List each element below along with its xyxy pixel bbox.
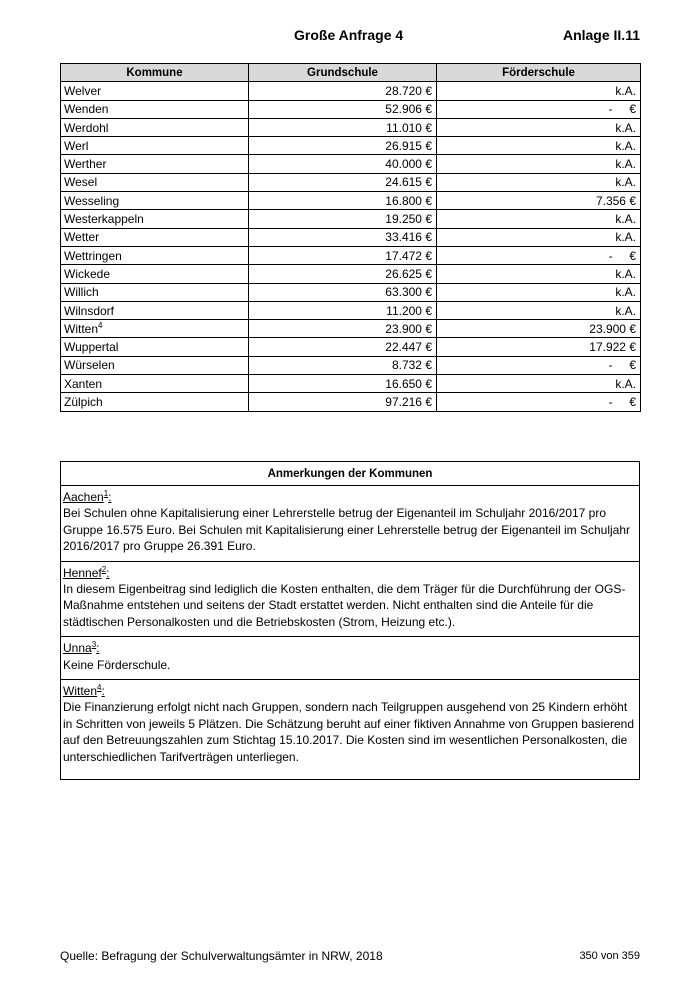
- foerderschule-cell: 17.922 €: [437, 338, 641, 356]
- table-row: [61, 173, 641, 191]
- kommune-cell: [61, 320, 249, 338]
- annex-label: Anlage II.11: [562, 27, 640, 43]
- table-row: [61, 356, 641, 374]
- grundschule-cell: 97.216 €: [249, 393, 437, 411]
- kommune-cell: [61, 283, 249, 301]
- page-number: 350 von 359: [579, 950, 640, 962]
- kommune-name: Welver: [64, 83, 102, 98]
- document-title: Große Anfrage 4: [294, 27, 404, 43]
- foerderschule-cell: k.A.: [437, 137, 641, 155]
- foerderschule-cell: k.A.: [437, 228, 641, 246]
- grundschule-cell: 19.250 €: [249, 210, 437, 228]
- note-text: Die Finanzierung erfolgt nicht nach Gruppen, sondern nach Teilgruppen ausgehend von 25 Kindern erhöht in Schritten von jeweils 5 Plätzen. Die Schätzung beruht auf einer fiktiven Annahme von Gruppen basierend auf den Betreuungszahlen zum Stichtag 15.10.2017. Die Kosten sind im wesentlichen Personalkosten, die unterschiedlichen Tarifverträgen unterliegen.: [63, 700, 635, 764]
- kommune-cell: [61, 338, 249, 356]
- foerderschule-cell: k.A.: [437, 82, 641, 100]
- foerderschule-cell: - €: [437, 356, 641, 374]
- table-row: [61, 320, 641, 338]
- table-row: [61, 210, 641, 228]
- kommune-name: Wesel: [64, 175, 98, 190]
- table-row: [61, 155, 641, 173]
- note-text: Bei Schulen ohne Kapitalisierung einer Lehrerstelle betrug der Eigenanteil im Schuljahr 2016/2017 pro Gruppe 16.575 Euro. Bei Schulen mit Kapitalisierung einer Lehrerstelle betrug der Eigenanteil im Schuljahr 2016/2017 pro Gruppe 26.391 Euro.: [63, 506, 630, 554]
- grundschule-cell: 24.615 €: [249, 173, 437, 191]
- foerderschule-cell: k.A.: [437, 155, 641, 173]
- table-row: [61, 118, 641, 136]
- table-row: [61, 82, 641, 100]
- foerderschule-cell: k.A.: [437, 118, 641, 136]
- kommune-cell: [61, 393, 249, 411]
- column-header-kommune: Kommune: [61, 64, 249, 82]
- grundschule-cell: 16.650 €: [249, 375, 437, 393]
- table-row: [61, 137, 641, 155]
- kommune-name: Wettringen: [64, 248, 122, 263]
- kommune-cell: [61, 265, 249, 283]
- kommune-name: Xanten: [64, 376, 103, 391]
- footnote-marker: 2: [101, 564, 107, 574]
- table-row: [61, 192, 641, 210]
- kommune-name: Würselen: [64, 358, 115, 373]
- note-colon: :: [101, 684, 105, 699]
- grundschule-cell: 11.200 €: [249, 301, 437, 319]
- kommune-name: Wickede: [64, 266, 111, 281]
- kommune-name: Werl: [64, 138, 89, 153]
- foerderschule-cell: k.A.: [437, 283, 641, 301]
- grundschule-cell: 40.000 €: [249, 155, 437, 173]
- table-row: [61, 338, 641, 356]
- table-row: [61, 100, 641, 118]
- foerderschule-cell: k.A.: [437, 173, 641, 191]
- kommune-name: Zülpich: [64, 394, 103, 409]
- foerderschule-cell: k.A.: [437, 265, 641, 283]
- kommune-cell: [61, 356, 249, 374]
- kommune-cell: [61, 137, 249, 155]
- grundschule-cell: 33.416 €: [249, 228, 437, 246]
- foerderschule-cell: 23.900 €: [437, 320, 641, 338]
- kommune-cell: [61, 155, 249, 173]
- note-heading: [63, 640, 637, 656]
- footnote-marker: 4: [98, 320, 103, 330]
- footnote-marker: 4: [97, 683, 102, 693]
- kommune-name: Wesseling: [64, 193, 120, 208]
- grundschule-cell: 22.447 €: [249, 338, 437, 356]
- kommune-name: Wuppertal: [64, 340, 119, 355]
- kommune-name: Werdohl: [64, 120, 109, 135]
- note-entry: [61, 637, 639, 680]
- grundschule-cell: 26.625 €: [249, 265, 437, 283]
- note-colon: :: [108, 490, 112, 504]
- foerderschule-cell: - €: [437, 100, 641, 118]
- kommune-name: Wenden: [64, 102, 109, 117]
- foerderschule-cell: k.A.: [437, 301, 641, 319]
- kommune-name: Willich: [64, 285, 99, 300]
- kommune-cell: [61, 210, 249, 228]
- note-text: Keine Förderschule.: [63, 657, 171, 672]
- foerderschule-cell: k.A.: [437, 210, 641, 228]
- table-row: [61, 301, 641, 319]
- table-row: [61, 228, 641, 246]
- grundschule-cell: 16.800 €: [249, 192, 437, 210]
- note-title: Aachen: [63, 490, 104, 504]
- column-header-grundschule: Grundschule: [249, 64, 437, 82]
- grundschule-cell: 8.732 €: [249, 356, 437, 374]
- foerderschule-cell: k.A.: [437, 375, 641, 393]
- foerderschule-cell: 7.356 €: [437, 192, 641, 210]
- kommune-cell: [61, 118, 249, 136]
- note-entry: [61, 562, 639, 638]
- notes-heading: Anmerkungen der Kommunen: [61, 462, 639, 486]
- note-heading: [63, 565, 637, 581]
- kommune-cell: [61, 82, 249, 100]
- kommune-name: Wetter: [64, 230, 100, 245]
- note-entry: [61, 680, 639, 779]
- note-title: Witten: [63, 684, 98, 699]
- kommune-cell: [61, 375, 249, 393]
- notes-box: [60, 461, 640, 780]
- grundschule-cell: 26.915 €: [249, 137, 437, 155]
- table-header-row: [61, 64, 641, 82]
- kommune-cell: [61, 192, 249, 210]
- column-header-foerderschule: Förderschule: [437, 64, 641, 82]
- grundschule-cell: 17.472 €: [249, 246, 437, 264]
- kommune-cell: [61, 246, 249, 264]
- foerderschule-cell: - €: [437, 246, 641, 264]
- kommune-name: Wilnsdorf: [64, 303, 115, 318]
- note-colon: :: [106, 565, 110, 580]
- note-heading: [63, 683, 637, 699]
- table-row: [61, 393, 641, 411]
- grundschule-cell: 63.300 €: [249, 283, 437, 301]
- table-row: [61, 283, 641, 301]
- kommune-cell: [61, 228, 249, 246]
- kommune-cell: [61, 173, 249, 191]
- grundschule-cell: 23.900 €: [249, 320, 437, 338]
- table-row: [61, 246, 641, 264]
- table-row: [61, 375, 641, 393]
- foerderschule-cell: - €: [437, 393, 641, 411]
- grundschule-cell: 28.720 €: [249, 82, 437, 100]
- note-title: Unna: [63, 641, 92, 656]
- note-text: In diesem Eigenbeitrag sind lediglich die Kosten enthalten, die dem Träger für die Durchführung der OGS-Maßnahme entstehen und seitens der Stadt erstattet werden. Nicht enthalten sind die Anteile für die städtischen Personalkosten und die Betriebskosten (Strom, Heizung etc.).: [63, 582, 626, 629]
- grundschule-cell: 11.010 €: [249, 118, 437, 136]
- kommune-name: Witten: [64, 321, 99, 336]
- source-footnote: Quelle: Befragung der Schulverwaltungsämter in NRW, 2018: [60, 949, 383, 963]
- kommune-name: Werther: [64, 157, 107, 172]
- note-heading: [63, 489, 637, 505]
- footnote-marker: 3: [91, 640, 97, 650]
- kommune-name: Westerkappeln: [64, 212, 144, 227]
- kommune-cell: [61, 301, 249, 319]
- note-title: Hennef: [63, 565, 102, 580]
- cost-table: [60, 63, 641, 412]
- kommune-cell: [61, 100, 249, 118]
- table-row: [61, 265, 641, 283]
- note-colon: :: [96, 641, 100, 656]
- footnote-marker: 1: [103, 489, 109, 498]
- grundschule-cell: 52.906 €: [249, 100, 437, 118]
- note-entry: [61, 486, 639, 562]
